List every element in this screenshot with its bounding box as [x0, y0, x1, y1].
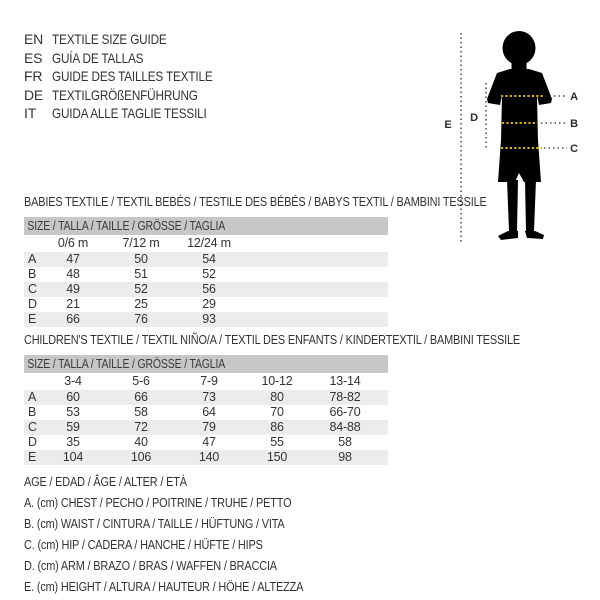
- cell: 58: [134, 405, 148, 419]
- language-row-it: [24, 104, 243, 123]
- figure-label-d: D: [470, 112, 478, 124]
- babies-col-2: 12/24 m: [187, 236, 231, 250]
- babies-size-header-bar: SIZE / TALLA / TAILLE / GRÖSSE / TAGLIA: [24, 217, 388, 235]
- language-label: TEXTILE SIZE GUIDE: [52, 31, 167, 47]
- row-label: A: [28, 390, 37, 404]
- table-row: [24, 420, 388, 435]
- babies-section-title: BABIES TEXTILE / TEXTIL BEBÉS / TESTILE DES BÉBÉS / BABYS TEXTIL / BAMBINI TESSILE: [24, 194, 487, 209]
- row-label: D: [28, 297, 37, 311]
- cell: 29: [202, 297, 216, 311]
- cell: 79: [202, 420, 216, 434]
- row-label: D: [28, 435, 37, 449]
- cell: 106: [130, 450, 152, 464]
- table-row: [24, 312, 388, 327]
- babies-column-header-row: [24, 235, 388, 252]
- row-label: C: [28, 420, 37, 434]
- children-size-header-bar: SIZE / TALLA / TAILLE / GRÖSSE / TAGLIA: [24, 355, 388, 373]
- children-col-1: 5-6: [132, 374, 150, 388]
- row-label: A: [28, 252, 37, 266]
- cell: 140: [198, 450, 220, 464]
- cell: 52: [202, 267, 216, 281]
- table-row: [24, 435, 388, 450]
- silhouette-neck: [512, 58, 527, 70]
- cell: 58: [338, 435, 352, 449]
- row-label: C: [28, 282, 37, 296]
- legend-arm: D. (cm) ARM / BRAZO / BRAS / WAFFEN / BRACCIA: [24, 558, 277, 573]
- cell: 49: [66, 282, 80, 296]
- figure-label-e: E: [444, 119, 452, 131]
- cell: 25: [134, 297, 148, 311]
- language-row-de: [24, 86, 243, 105]
- children-section-title: CHILDREN'S TEXTILE / TEXTIL NIÑO/A / TEXTIL DES ENFANTS / KINDERTEXTIL / BAMBINI TESSILE: [24, 332, 521, 347]
- cell: 80: [270, 390, 284, 404]
- table-row: [24, 390, 388, 405]
- cell: 51: [134, 267, 148, 281]
- children-col-3: 10-12: [261, 374, 293, 388]
- table-row: [24, 450, 388, 465]
- table-row: [24, 267, 388, 282]
- language-label: GUÍA DE TALLAS: [52, 49, 144, 66]
- language-row-en: [24, 30, 243, 49]
- children-col-4: 13-14: [329, 374, 361, 388]
- cell: 72: [134, 420, 148, 434]
- cell: 78-82: [329, 390, 361, 404]
- language-code: ES: [24, 49, 43, 66]
- cell: 35: [66, 435, 80, 449]
- legend-height: E. (cm) HEIGHT / ALTURA / HAUTEUR / HÖHE / ALTEZZA: [24, 579, 304, 594]
- cell: 93: [202, 312, 216, 326]
- cell: 86: [270, 420, 284, 434]
- silhouette-shorts: [498, 140, 541, 182]
- cell: 150: [266, 450, 288, 464]
- legend-chest: A. (cm) CHEST / PECHO / POITRINE / TRUHE / PETTO: [24, 495, 292, 510]
- row-label: B: [28, 405, 37, 419]
- legend-waist: B. (cm) WAIST / CINTURA / TAILLE / HÜFTUNG / VITA: [24, 516, 285, 531]
- row-label: E: [28, 450, 37, 464]
- cell: 104: [62, 450, 84, 464]
- cell: 56: [202, 282, 216, 296]
- children-col-0: 3-4: [64, 374, 82, 388]
- table-row: [24, 405, 388, 420]
- cell: 66: [134, 390, 148, 404]
- language-code: EN: [24, 31, 44, 47]
- figure-label-b: B: [570, 118, 578, 130]
- language-label: GUIDA ALLE TAGLIE TESSILI: [52, 105, 207, 121]
- language-code: DE: [24, 86, 44, 103]
- silhouette-shirt: [487, 69, 552, 142]
- cell: 66: [66, 312, 80, 326]
- children-column-header-row: [24, 373, 388, 390]
- figure-label-c: C: [570, 143, 578, 155]
- babies-col-1: 7/12 m: [122, 236, 160, 250]
- cell: 47: [202, 435, 216, 449]
- cell: 66-70: [329, 405, 361, 419]
- cell: 70: [270, 405, 284, 419]
- children-col-2: 7-9: [200, 374, 218, 388]
- language-label: GUIDE DES TAILLES TEXTILE: [52, 68, 213, 84]
- language-row-es: [24, 49, 243, 68]
- babies-col-0: 0/6 m: [57, 236, 89, 250]
- table-row: [24, 282, 388, 297]
- row-label: E: [28, 312, 37, 326]
- cell: 21: [66, 297, 80, 311]
- cell: 76: [134, 312, 148, 326]
- cell: 48: [66, 267, 80, 281]
- cell: 60: [66, 390, 80, 404]
- legend-age: AGE / EDAD / ÂGE / ALTER / ETÀ: [24, 474, 187, 489]
- language-label: TEXTILGRÖßENFÜHRUNG: [52, 86, 198, 103]
- cell: 40: [134, 435, 148, 449]
- cell: 55: [270, 435, 284, 449]
- silhouette-right-foot: [525, 231, 544, 239]
- row-label: B: [28, 267, 37, 281]
- language-code: IT: [24, 105, 37, 121]
- language-list: [24, 30, 243, 123]
- language-row-fr: [24, 67, 243, 86]
- children-size-table: [24, 355, 388, 465]
- cell: 54: [202, 252, 216, 266]
- legend-hip: C. (cm) HIP / CADERA / HANCHE / HÜFTE / HIPS: [24, 537, 263, 552]
- cell: 64: [202, 405, 216, 419]
- babies-size-table: [24, 217, 388, 327]
- cell: 73: [202, 390, 216, 404]
- size-figure: [435, 22, 600, 250]
- cell: 52: [134, 282, 148, 296]
- cell: 53: [66, 405, 80, 419]
- figure-label-a: A: [570, 91, 578, 103]
- cell: 84-88: [329, 420, 361, 434]
- measurement-legend: [24, 471, 356, 597]
- table-row: [24, 297, 388, 312]
- language-code: FR: [24, 68, 43, 84]
- table-row: [24, 252, 388, 267]
- cell: 47: [66, 252, 80, 266]
- cell: 98: [338, 450, 352, 464]
- cell: 50: [134, 252, 148, 266]
- silhouette-left-foot: [498, 231, 518, 240]
- cell: 59: [66, 420, 80, 434]
